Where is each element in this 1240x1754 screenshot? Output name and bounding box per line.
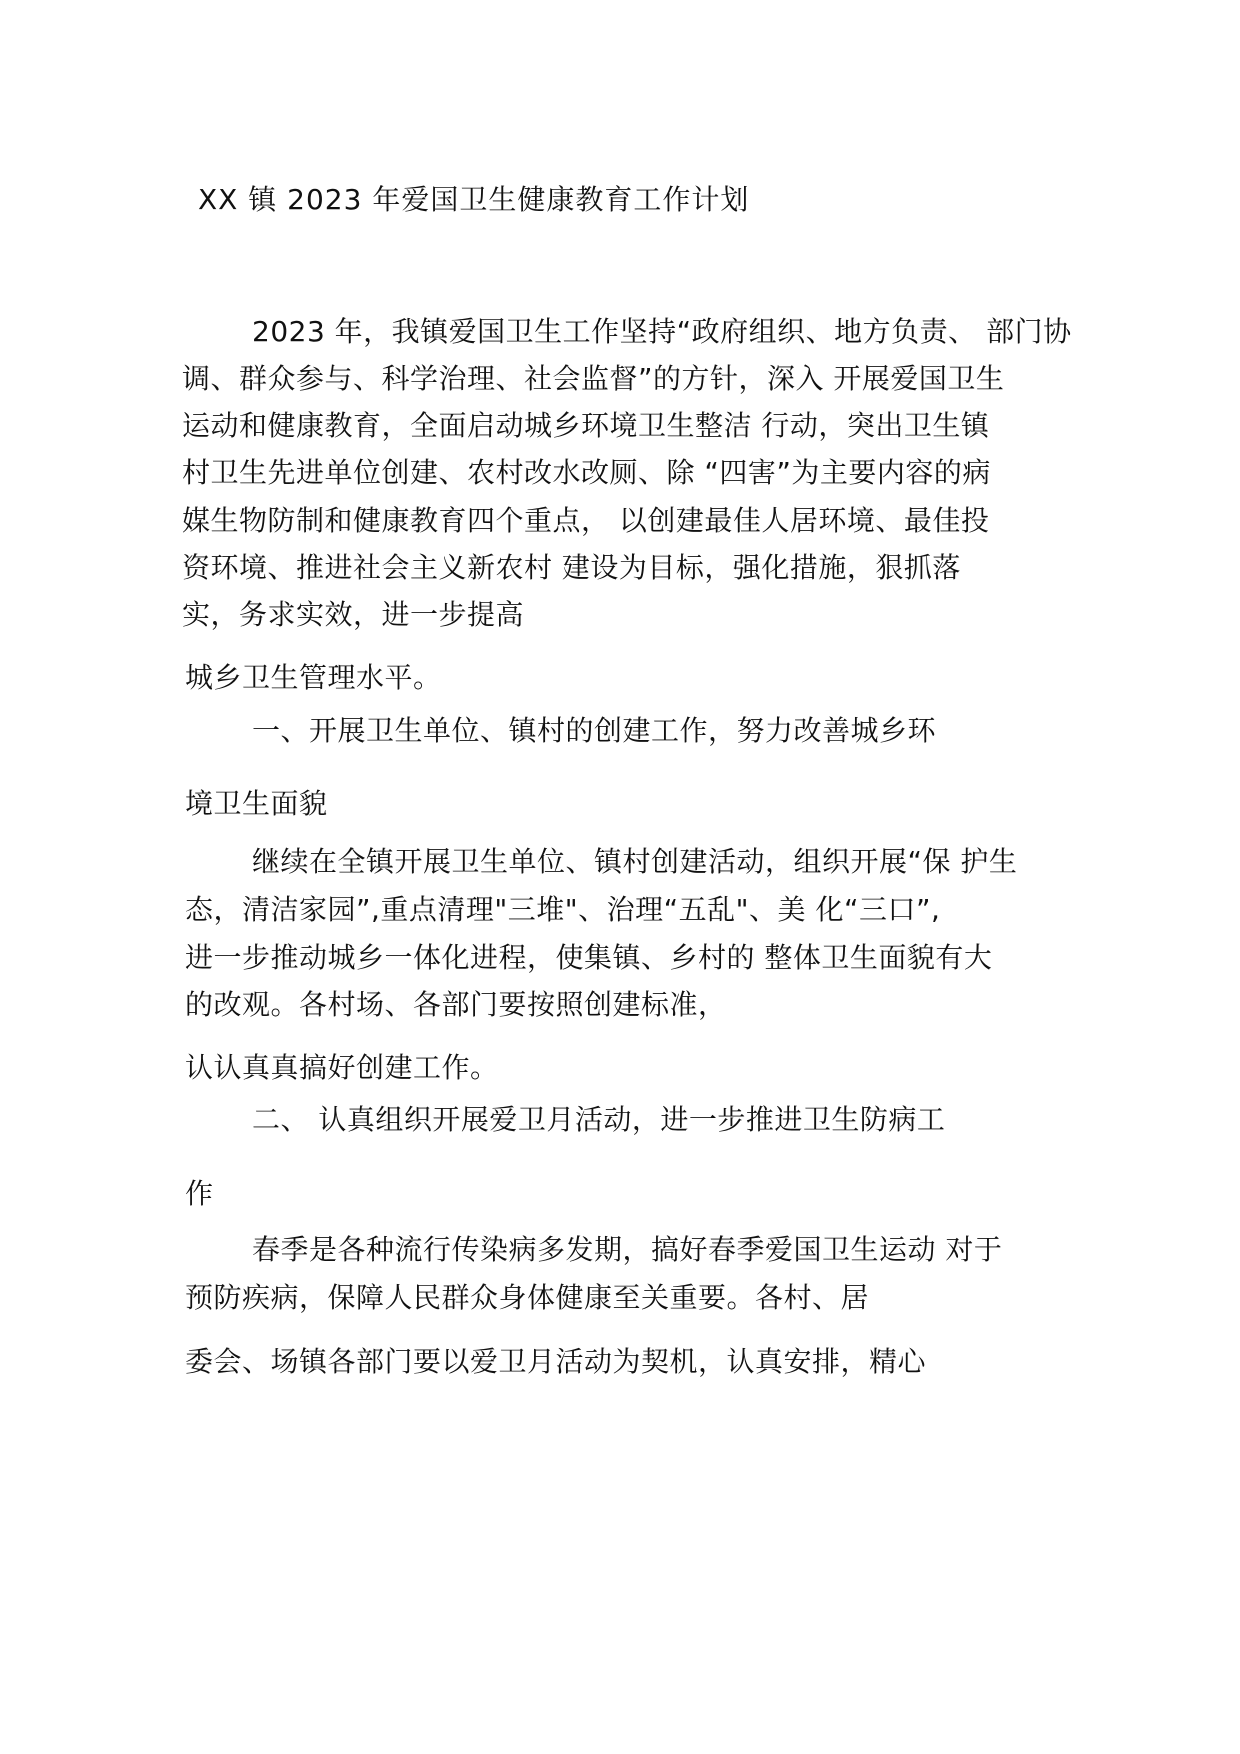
section-heading: 一、开展卫生单位、镇村的创建工作，努力改善城乡环 — [252, 714, 937, 747]
section-heading: 作 — [185, 1177, 214, 1210]
section-heading: 二、 认真组织开展爱卫月活动，进一步推进卫生防病工 — [252, 1103, 946, 1136]
text-line: 城乡卫生管理水平。 — [185, 661, 442, 694]
text-line: 运动和健康教育，全面启动城乡环境卫生整洁 行动，突出卫生镇 — [182, 409, 990, 442]
text-line: 的改观。各村场、各部门要按照创建标准， — [185, 988, 727, 1021]
text-line: 进一步推动城乡一体化进程，使集镇、乡村的 整体卫生面貌有大 — [185, 941, 993, 974]
text-line: 调、群众参与、科学治理、社会监督”的方针，深入 开展爱国卫生 — [182, 362, 1005, 395]
text-line: 村卫生先进单位创建、农村改水改厕、除 “四害”为主要内容的病 — [182, 456, 991, 489]
text-line: 委会、场镇各部门要以爱卫月活动为契机，认真安排，精心 — [185, 1345, 927, 1378]
document-title: XX 镇 2023 年爱国卫生健康教育工作计划 — [198, 183, 750, 216]
text-line: 2023 年，我镇爱国卫生工作坚持“政府组织、地方负责、 部门协 — [252, 315, 1072, 348]
text-line: 实，务求实效，进一步提高 — [182, 598, 525, 631]
section-heading: 境卫生面貌 — [185, 787, 328, 820]
text-line: 态，清洁家园”,重点清理"三堆"、治理“五乱"、美 化“三口”, — [185, 893, 941, 926]
text-line: 春季是各种流行传染病多发期，搞好春季爱国卫生运动 对于 — [252, 1233, 1003, 1266]
text-line: 资环境、推进社会主义新农村 建设为目标，强化措施，狠抓落 — [182, 551, 961, 584]
text-line: 继续在全镇开展卫生单位、镇村创建活动，组织开展“保 护生 — [252, 845, 1018, 878]
text-line: 媒生物防制和健康教育四个重点， 以创建最佳人居环境、最佳投 — [182, 504, 990, 537]
text-line: 认认真真搞好创建工作。 — [185, 1051, 499, 1084]
text-line: 预防疾病，保障人民群众身体健康至关重要。各村、居 — [185, 1281, 870, 1314]
